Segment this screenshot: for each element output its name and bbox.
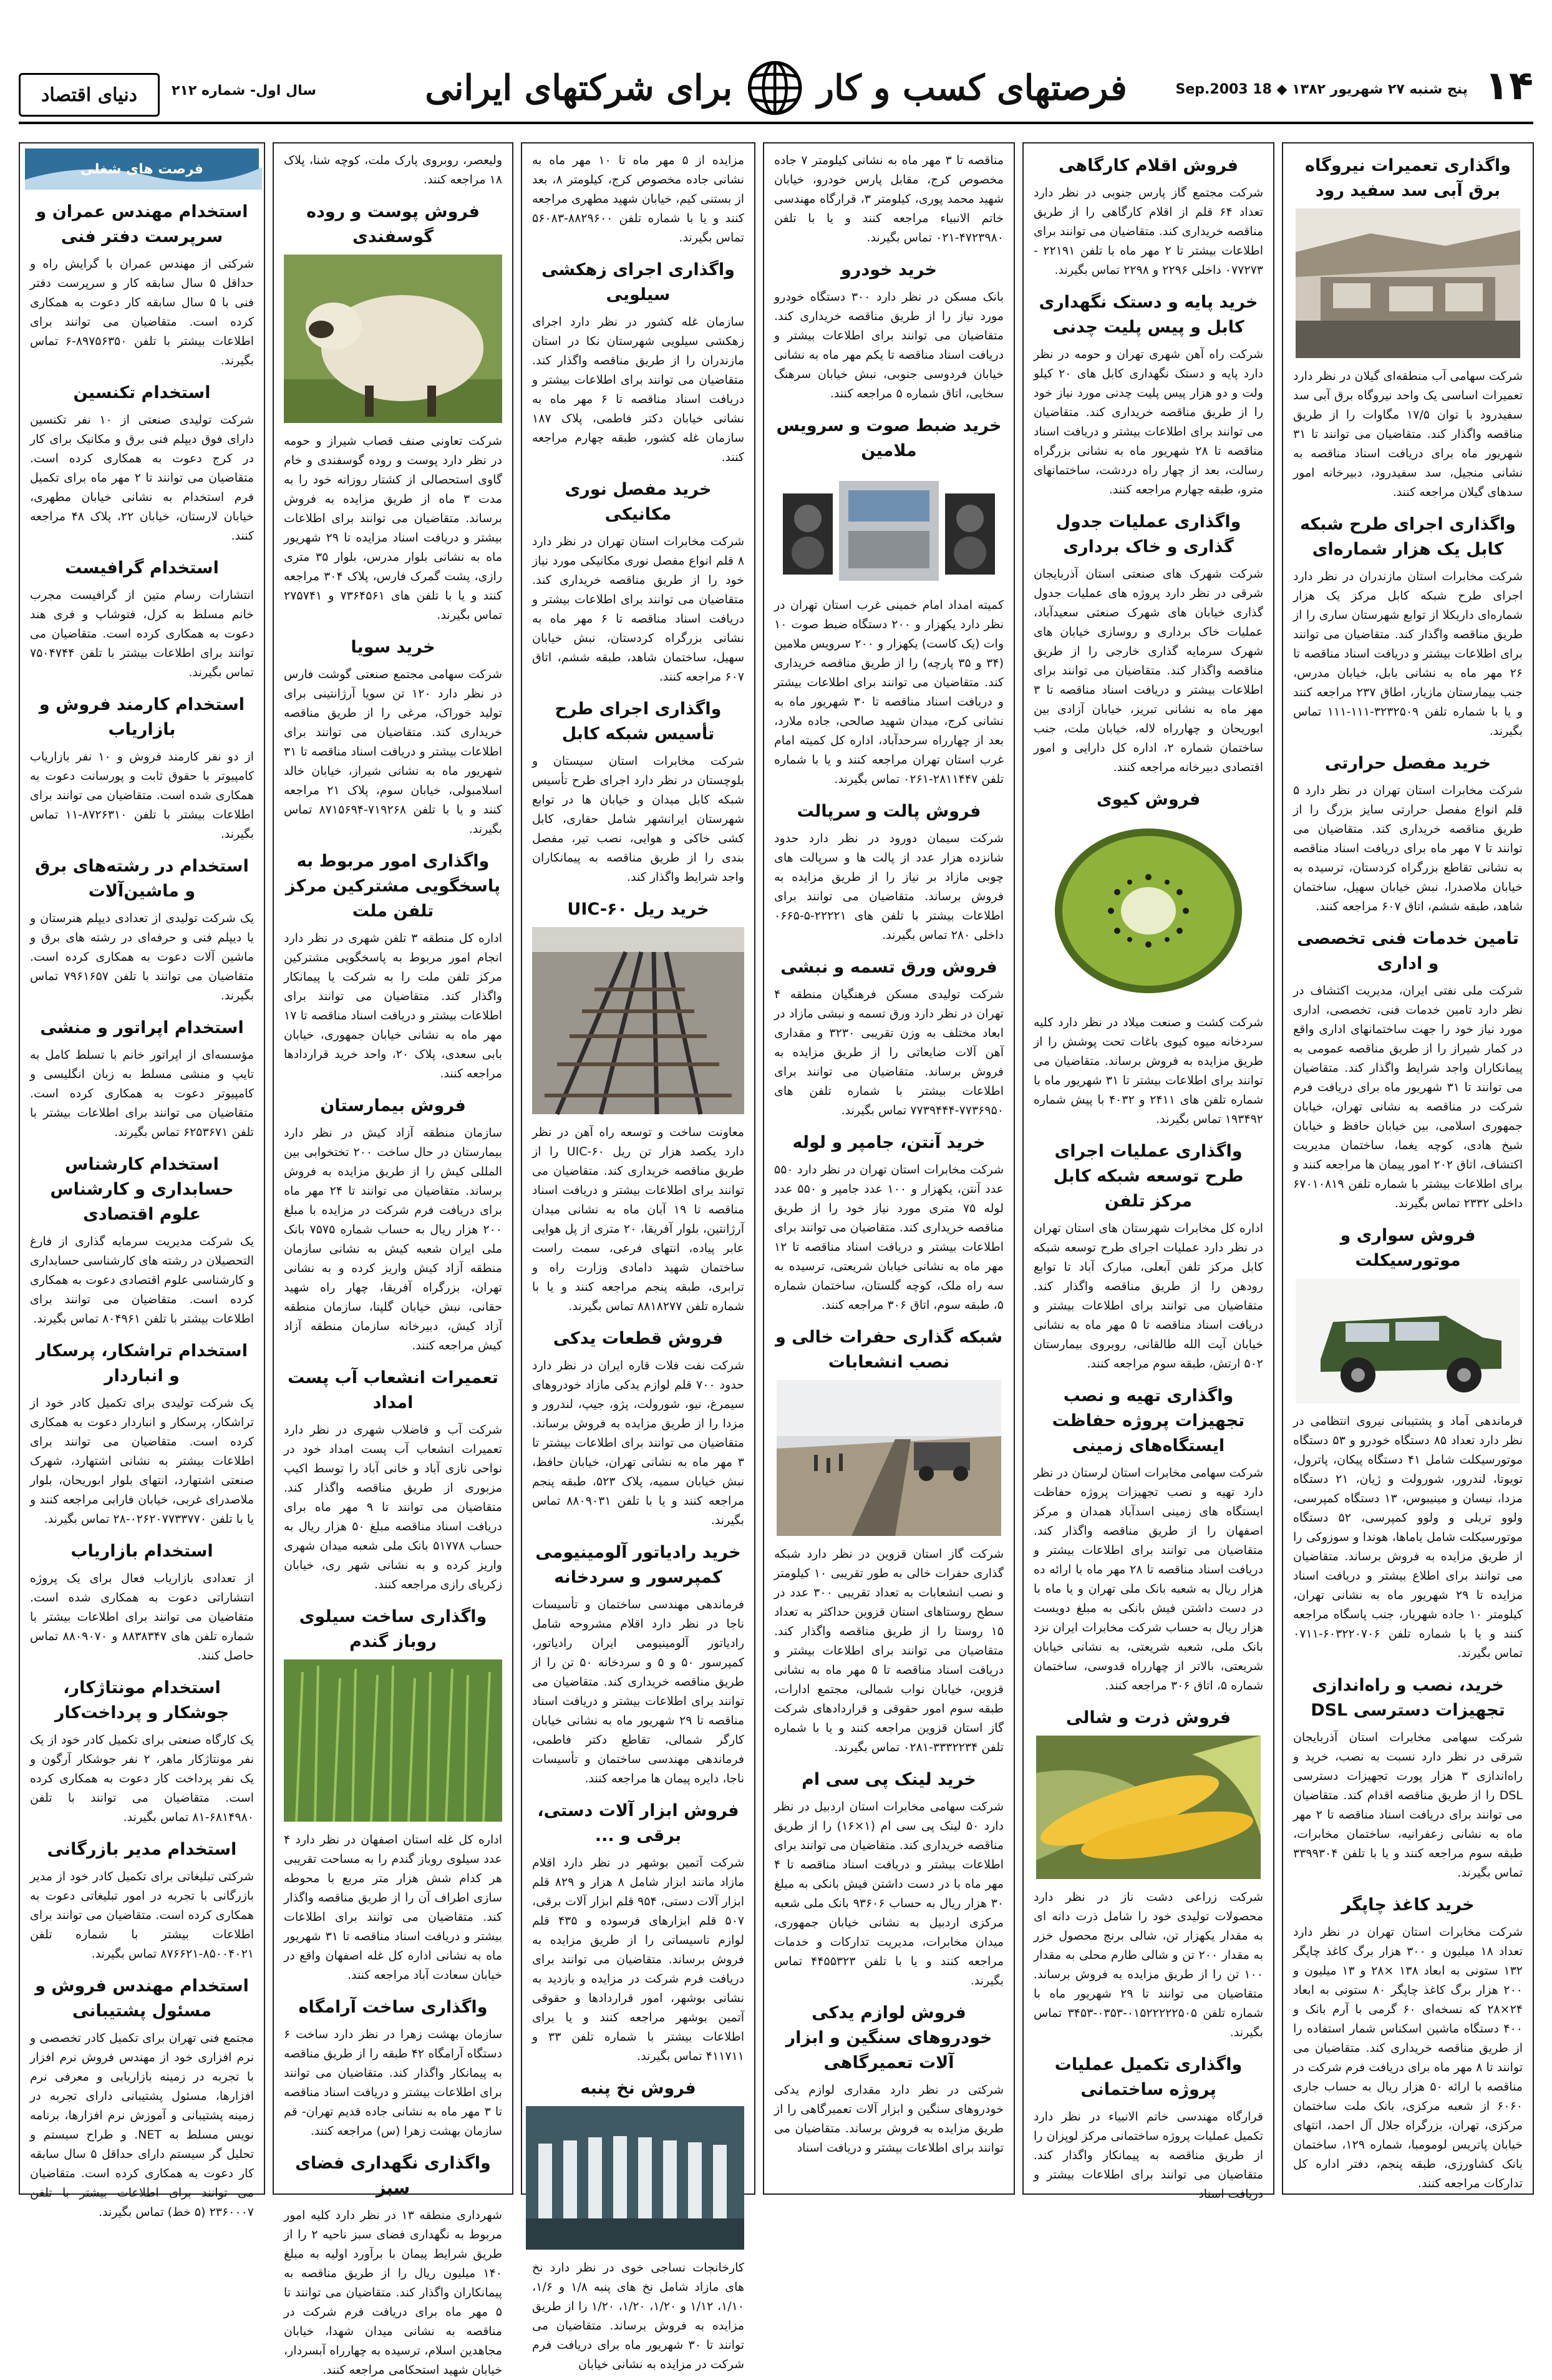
article-body: شرکت سهامی مخابرات استان اردبیل در نظر دارد ۵۰ لینک پی سی ام (۱×۱۶) را از طریق مناقصه خریداری کند. متقاضیان می توانند برای اطلاعات بیشتر و دریافت اسناد مناقصه تا ۴ مهر ماه با در دست داشتن فیش بانکی به مبلغ ۳۰ هزار ریال به حساب ۹۳۶۰۶ بانک ملی شعبه مرکزی اردبیل به نشانی خیابان جمهوری، میدان مخابرات، مدیریت تدارکات و خدمات مراجعه کنند و یا با تلفن ۴۴۵۵۳۲۳ تماس بگیرند.	[774, 1800, 1004, 1988]
article-title: فروش ورق تسمه و نبشی	[780, 958, 997, 977]
job-body: از تعدادی بازاریاب فعال برای یک پروژه انتشاراتی دعوت به همکاری شده است. متقاضیان می توانند برای اطلاعات بیشتر با شماره تلفن های ۸۸۳۸۳۴۷ و ۸۸۰۹۰۷۰ تماس حاصل کنند.	[30, 1571, 254, 1663]
job-title: استخدام تراشکار، پرسکار و انباردار	[36, 1341, 248, 1386]
article-body: شرکت نفت فلات قاره ایران در نظر دارد حدود ۷۰۰ قلم لوازم یدکی مازاد خودروهای سیمرغ، نیو، شورولت، پژو، جیپ، لندرور و مزدا را از طریق مزایده به فروش برساند. متقاضیان می توانند برای اطلاعات بیشتر تا ۳ مهر ماه به نشانی تهران، خیابان حافظ، نبش خیابان سمیه، پلاک ۵۲۳، طبقه پنجم مراجعه کنند و یا با تلفن ۸۸۰۹۰۳۱ تماس بگیرند.	[532, 1359, 745, 1527]
article-title: واگذاری ساخت آرامگاه	[298, 1998, 488, 2017]
jobs-banner-label: فرصت های شغلی	[80, 161, 203, 177]
article-body: شرکت آتمین بوشهر در نظر دارد اقلام مازاد مانند ابزار شامل ۸ هزار و ۸۲۹ قلم ابزار آلات دستی، ۹۵۴ قلم ابزار آلات برقی، ۵۰۷ قلم ابزارهای فرسوده و ۴۳۵ قلم لوازم تاسیساتی را از طریق مزایده به فروش برساند. متقاضیان می توانند برای دریافت فرم شرکت در مزایده و بازدید به نشانی بوشهر، امور قراردادها و حقوقی آتمین بوشهر مراجعه کنند و یا برای اطلاعات بیشتر با شماره تلفن ۳۳ و ۴۱۱۷۱۱ تماس بگیرند.	[532, 1856, 745, 2063]
job-listing	[30, 1152, 254, 1329]
article-body: شرکت آب و فاضلاب شهری در نظر دارد تعمیرات انشعاب آب پست امداد خود در نواحی نازی آباد و خانی آباد را توسط اکیپ مزبوری از طریق مناقصه واگذار کند. متقاضیان می توانند تا ۹ مهر ماه برای دریافت اسناد مناقصه مبلغ ۵۰ هزار ریال به حساب ۵۱۷۷۸ بانک ملی شعبه میدان شهری واریز کرده و به نشانی شهر ری، خیابان زکریای رازی مراجعه کنند.	[284, 1423, 502, 1591]
title-right: فرصتهای کسب و کار	[817, 67, 1127, 109]
article	[532, 1540, 744, 1789]
rails-photo	[532, 927, 744, 1114]
article-title: واگذاری عملیات جدول گذاری و خاک برداری	[1055, 512, 1241, 556]
job-body: شرکتی تبلیغاتی برای تکمیل کادر خود از مدیر بازرگانی با تجربه در امور تبلیغاتی دعوت به همکاری کرده است. متقاضیان می توانند برای اطلاعات بیشتر با شماره تلفن ۸۵۰۰۴۰۲۱-۸۷۶۶۲۱ تماس بگیرند.	[30, 1870, 254, 1961]
title-left: برای شرکتهای ایرانی	[425, 67, 733, 109]
article-body: فرماندهی مهندسی ساختمان و تأسیسات ناجا در نظر دارد اقلام مشروحه شامل رادیاتور آلومینیومی ایران رادیاتور، کمپرسور ۵۰ و ۵ و سردخانه ۵۰ تن را از طریق مناقصه خریداری کند. متقاضیان می توانند برای اطلاعات بیشتر و دریافت اسناد مناقصه تا ۲۹ شهریور ماه به نشانی خیابان کارگر شمالی، تقاطع دکتر فاطمی، فرماندهی مهندسی ساختمان و تأسیسات ناجا، دایره پیمان ها مراجعه کنند.	[532, 1598, 745, 1785]
article	[532, 258, 744, 467]
article	[774, 2001, 1004, 2158]
article	[1034, 1706, 1263, 2042]
job-body: از دو نفر کارمند فروش و ۱۰ نفر بازاریاب کامپیوتر با حقوق ثابت و پورسانت دعوت به همکاری شده است. متقاضیان می توانند برای اطلاعات بیشتر با تلفن ۸۷۲۶۳۱۰-۱۱ تماس بگیرند.	[30, 750, 255, 841]
article	[532, 697, 744, 887]
job-title: استخدام کارشناس حسابداری و کارشناس علوم اقتصادی	[50, 1155, 234, 1224]
article	[532, 477, 744, 687]
article-body: اداره کل غله استان اصفهان در نظر دارد ۴ عدد سیلوی روباز گندم را به مساحت تقریبی هر کدام شش هزار متر مربع با محوطه سازی اطراف آن را از طریق مناقصه واگذار کند. متقاضیان می توانند برای اطلاعات بیشتر و دریافت اسناد مناقصه تا ۳۱ شهریور ماه به نشانی اداره کل غله اصفهان واقع در خیابان سعادت آباد مراجعه کنند.	[284, 1833, 502, 1982]
article	[1034, 510, 1263, 777]
article-body: کارخانجات نساجی خوی در نظر دارد نخ های مازاد شامل نخ های پنبه ۱/۸ و ۱/۶، ۱/۱۰، ۱/۱۲ و ۱/۲۰، ۱/۲۰، ۱/۲۰ را از طریق مزایده به فروش برساند. متقاضیان می توانند تا ۳۰ شهریور ماه برای دریافت فرم شرکت در مزایده به نشانی خیابان	[532, 2261, 745, 2371]
excavation-photo	[777, 1380, 1001, 1536]
article	[1293, 512, 1523, 741]
article	[1293, 926, 1523, 1213]
article-body: شرکت سهامی مخابرات استان آذربایجان شرقی در نظر دارد نسبت به نصب، خرید و راه‌اندازی ۳ هزار پورت تجهیزات دسترسی DSL را از طریق مناقصه اقدام کند. متقاضیان می توانند برای دریافت اسناد مناقصه تا ۲ مهر ماه به نشانی زعفرانیه، ساختمان مخابرات، طبقه سوم مراجعه کنند و یا با تلفن ۳۳۹۹۳۰۴ تماس بگیرند.	[1293, 1731, 1523, 1880]
article-body: شرکت تعاونی صنف قصاب شیراز و حومه در نظر دارد پوست و روده گوسفندی و خام گاوی استحصالی از کشتار روزانه خود را به مدت ۳ ماه از طریق مزایده به فروش برساند. متقاضیان می توانند برای اطلاعات بیشتر و دریافت اسناد مزایده تا ۲۹ شهریور ماه به نشانی بلوار مدرس، بلوار ۳۵ متری رازی، پشت گمرک فارس، پلاک ۳۰۴ مراجعه کنند و یا با تلفن های ۷۳۶۴۵۶۱ و ۲۷۵۷۴۱ تماس بگیرند.	[284, 434, 503, 622]
article-title: خرید، نصب و راه‌اندازی تجهیزات دسترسی DSL	[1311, 1676, 1505, 1720]
article	[1293, 751, 1523, 916]
sheep-photo	[284, 255, 502, 423]
article	[1034, 1384, 1263, 1696]
column-3	[763, 142, 1015, 2195]
page-number: ۱۴	[1484, 63, 1533, 109]
job-title: استخدام در رشته‌های برق و ماشین‌آلات	[35, 857, 249, 901]
job-listing	[30, 1339, 254, 1529]
article-body: فرماندهی آماد و پشتیبانی نیروی انتظامی در نظر دارد تعداد ۸۵ دستگاه خودرو و ۵۳ دستگاه موتورسیکلت شامل ۴۱ دستگاه پیکان، پاترول، تویوتا، لندرور، شورولت و ژیان، ۲۱ دستگاه مزدا، نیسان و مینیبوس، ۱۳ دستگاه کمپرسی، ولوو تریلی و ولوو کمپرسی، ۵۲ دستگاه موتورسیکلت شامل یاماها، هوندا و سوزوکی را از طریق مزایده به فروش برساند. متقاضیان می توانند برای اطلاع بیشتر و دریافت اسناد مزایده تا ۲۹ شهریور ماه به نشانی تهران، کیلومتر ۱۰ جاده شهریار، جنب پاسگاه مراجعه کنند و یا با شماره تلفن ۶۰۳۲۲۰۷۰۶-۰۷۱۱ تماس بگیرند.	[1293, 1414, 1523, 1660]
article-body: شرکت مخابرات استان تهران در نظر دارد ۸ قلم انواع مفصل نوری مکانیکی مورد نیاز خود را از طریق مناقصه خریداری کند. متقاضیان می توانند برای اطلاعات بیشتر و دریافت اسناد مناقصه تا ۶ مهر ماه به نشانی بزرگراه کردستان، نبش خیابان سهیل، ساختمان شاهد، طبقه ششم، اتاق ۶۰۷ مراجعه کنند.	[532, 535, 744, 684]
corn-photo	[1036, 1736, 1261, 1879]
article-body: شرکت مخابرات استان تهران در نظر دارد تعداد ۱۸ میلیون و ۳۰۰ هزار برگ کاغذ چاپگر ۱۳۲ ستونی به ابعاد ۱۳۸ ×۲۸ و ۱۳ میلیون و ۲۰۰ هزار برگ کاغذ چاپگر ۸۰ ستونی به ابعاد ۲۴×۲۸ که نسخه‌ای ۶۰ گرمی با آرم بانک و ۴۰۰ دستگاه ماشین اسکناس شمار استفاده را از طریق مناقصه خریداری کند. متقاضیان می توانند تا ۸ مهر ماه برای دریافت فرم شرکت در مناقصه با ارائه ۵۰ هزار ریال به حساب جاری ۶۰۶۰ از شعبه مرکزی، بانک ملت ساختمان مرکزی، تهران، بزرگراه جلال آل احمد، انتهای خیابان پاتریس لومومبا، شماره ۱۲۹، ساختمان بانک کشاورزی، طبقه پنجم، دفتر اداره کل تدارکات مراجعه کنند.	[1293, 1925, 1523, 2190]
article-body: مناقصه تا ۳ مهر ماه به نشانی کیلومتر ۷ جاده مخصوص کرج، مقابل پارس خودرو، خیابان شهید محمد پوری، کیلومتر ۳، قرارگاه مهندسی خاتم الانبیاء مراجعه کنند و یا با تلفن ۴۷۲۳۹۸۰-۰۲۱ تماس بگیرند.	[774, 153, 1004, 245]
article-title: واگذاری نگهداری فضای سبز	[295, 2154, 491, 2198]
page-title	[425, 59, 1127, 117]
article	[1293, 153, 1523, 502]
column-1	[1282, 142, 1534, 2195]
job-listing	[30, 854, 254, 1006]
article	[532, 897, 744, 1316]
article	[284, 849, 502, 1084]
job-body: یک شرکت تولیدی از تعدادی دیپلم هنرستان و یا دیپلم فنی و حرفه‌ای در رشته های برق و ماشین آلات دعوت به همکاری کرده است. متقاضیان می توانند با تلفن ۷۹۶۱۶۵۷ تماس بگیرند.	[30, 911, 254, 1003]
job-body: شرکت تولیدی صنعتی از ۱۰ نفر تکنسین دارای فوق دیپلم فنی برق و مکانیک برای کار در کرج دعوت به همکاری کرده است. متقاضیان می توانند تا ۲ مهر ماه برای تکمیل فرم استخدام به نشانی خیابان مطهری، خیابان لارستان، خیابان ۲۲، پلاک ۴۸ مراجعه کنند.	[30, 413, 255, 543]
article-title: فروش ابزار آلات دستی، برقی و ...	[537, 1801, 739, 1845]
article-body: شرکتی در نظر دارد مقداری لوازم یدکی خودروهای سنگین و ابزار آلات تعمیرگاهی را از طریق مزایده به فروش برساند. متقاضیان می توانند برای اطلاعات بیشتر و دریافت اسناد	[774, 2083, 1004, 2155]
article-title: خرید سویا	[351, 638, 435, 657]
article-title: واگذاری امور مربوط به پاسخگویی مشترکین مرکز تلفن ملت	[285, 852, 501, 921]
article	[774, 414, 1004, 789]
article	[1034, 787, 1263, 1129]
article-title: فروش کیوی	[1096, 790, 1201, 809]
article-body: اداره کل منطقه ۳ تلفن شهری در نظر دارد انجام امور مربوط به پاسخگویی مشترکین مرکز تلفن ملت را به شرکت یا پیمانکار واگذار کند. متقاضیان می توانند برای اطلاعات بیشتر و دریافت اسناد مناقصه تا ۱۷ مهر ماه به نشانی خیابان جمهوری، خیابان بابی سعدی، پلاک ۲۰، واحد خرید قراردادها مراجعه کنند.	[284, 931, 502, 1081]
article-body: سازمان غله کشور در نظر دارد اجرای زهکشی سیلویی شهرستان نکا در استان مازندران را از طریق مناقصه واگذار کند. متقاضیان می توانند برای اطلاعات بیشتر و دریافت اسناد مناقصه تا ۶ مهر ماه به نشانی خیابان دکتر فاطمی، پلاک ۱۸۷ سازمان غله کشور، طبقه چهارم مراجعه کنند.	[532, 315, 744, 464]
article-title: فروش قطعات یدکی	[553, 1329, 724, 1348]
job-title: استخدام مهندس عمران و سرپرست دفتر فنی	[36, 202, 248, 246]
article-title: فروش اقلام کارگاهی	[1059, 156, 1238, 175]
article-title: خرید مفصل نوری مکانیکی	[565, 480, 712, 524]
article-title: خرید لینک پی سی ام	[802, 1770, 976, 1789]
article	[284, 200, 502, 625]
article-body: ولیعصر، روبروی پارک ملت، کوچه شنا، پلاک ۱۸ مراجعه کنند.	[284, 153, 502, 187]
article-body: شرکت زراعی دشت ناز در نظر دارد محصولات تولیدی خود را شامل ذرت دانه ای به مقدار یکهزار تن، شالی برنج محصول خزر به مقدار ۲۰۰ تن و شالی طارم محلی به مقدار ۱۰۰ تن را از طریق مزایده به فروش برساند. متقاضیان می توانند تا ۲۹ شهریور ماه با شماره تلفن ۰۱۵۲۲۲۲۲۵۰۵-۰۳۵۳-۳۴۵۳ تماس بگیرند.	[1034, 1890, 1263, 2039]
job-listing	[30, 1676, 254, 1827]
article-title: خرید پایه و دستک نگهداری کابل و پیس پلیت چدنی	[1039, 293, 1258, 337]
article	[284, 1995, 502, 2141]
job-listing	[30, 1974, 254, 2222]
article-title: فروش سواری و موتورسیکلت	[1340, 1226, 1476, 1270]
article	[532, 2076, 744, 2374]
article	[284, 1094, 502, 1356]
article-body: شرکت مخابرات استان سیستان و بلوچستان در نظر دارد اجرای طرح تأسیس شبکه کابل میدان و خیابان ها در توابع شهرستان ایرانشهر شامل حفاری، کابل کشی خاکی و هوایی، نصب تیر، مفصل بندی را از طریق مناقصه به پیمانکاران واجد شرایط واگذار کند.	[532, 754, 744, 884]
article-title: واگذاری عملیات اجرای طرح توسعه شبکه کابل مرکز تلفن	[1053, 1142, 1244, 1211]
job-body: یک شرکت مدیریت سرمایه گذاری از فارغ التحصیلان در رشته های کارشناسی حسابداری و کارشناسی علوم اقتصادی دعوت به همکاری کرده است. متقاضیان می توانند برای اطلاعات بیشتر با تلفن ۸۰۴۹۶۱ تماس بگیرند.	[30, 1235, 254, 1326]
article-body: سازمان بهشت زهرا در نظر دارد ساخت ۶ دستگاه آرامگاه ۴۲ طبقه را از طریق مناقصه به پیمانکار واگذار کند. متقاضیان می توانند برای اطلاعات بیشتر و دریافت اسناد مناقصه تا ۳ مهر ماه به نشانی جاده قدیم تهران- قم سازمان بهشت زهرا (س) مراجعه کنند.	[284, 2028, 503, 2138]
article-body: شرکت مخابرات استان مازندران در نظر دارد اجرای طرح شبکه کابل مرکز یک هزار شماره‌ای داریکلا از توابع شهرستان ساری را از طریق مناقصه واگذار کند. متقاضیان می توانند برای اطلاعات بیشتر و دریافت اسناد مناقصه تا ۲۶ مهر ماه به نشانی بابل، خیابان مدرس، جنب بیمارستان مازیار، اطاق ۲۳۷ مراجعه کنند و یا با شماره تلفن ۳۲۳۲۵۰۹-۱۱۱-۱۱۱ تماس بگیرند.	[1293, 570, 1523, 738]
job-listing	[30, 556, 254, 682]
article-body: شرکت راه آهن شهری تهران و حومه در نظر دارد پایه و دستک نگهداری کابل های ۲۰ کیلو ولت و دو هزار پیس پلیت چدنی مورد نیاز خود را از طریق مناقصه خریداری کند. متقاضیان می توانند برای اطلاعات بیشتر و دریافت اسناد مناقصه تا ۲۸ شهریور ماه به نشانی بزرگراه رسالت، بعد از چهار راه دردشت، ساختمانهای مترو، طبقه چهارم مراجعه کنند.	[1034, 347, 1263, 497]
article-body: شرکت سیمان دورود در نظر دارد حدود شانزده هزار عدد از پالت ها و سرپالت های چوبی مازاد بر نیاز را از طریق مزایده به فروش برساند. متقاضیان می توانند برای اطلاعات بیشتر با تلفن های ۲۲۲۲۱-۵-۰۶۶۵ داخلی ۲۸۰ تماس بگیرند.	[774, 832, 1004, 942]
column-5	[273, 142, 513, 2377]
yarn-photo	[526, 2106, 744, 2250]
job-listing	[30, 200, 254, 371]
article	[774, 799, 1004, 945]
article-title: تعمیرات انشعاب آب پست امداد	[288, 1368, 498, 1412]
masthead	[19, 59, 1533, 124]
jeep-photo	[1296, 1278, 1520, 1403]
article-body: معاونت ساخت و توسعه راه آهن در نظر دارد یکصد هزار تن ریل UIC-۶۰ را از طریق مناقصه خریداری کند. متقاضیان می توانند برای اطلاعات بیشتر و دریافت اسناد مناقصه تا ۱۹ آبان ماه به نشانی میدان آرژانتین، بلوار آفریقا، ۲۰ متری از پل هوایی عابر پیاده، انتهای فرعی، سمت راست ساختمان شهید دامادی وزارت راه و ترابری، طبقه پنجم مراجعه کنند و یا با شماره تلفن ۸۸۱۸۲۷۷ تماس بگیرند.	[532, 1125, 745, 1313]
article-title: واگذاری اجرای طرح شبکه کابل یک هزار شماره‌ای	[1300, 515, 1516, 559]
column-2	[1022, 142, 1274, 2201]
article	[284, 151, 502, 190]
job-body: یک کارگاه صنعتی برای تکمیل کادر خود از یک نفر مونتاژکار ماهر، ۲ نفر جوشکار آرگون و یک نفر پرداخت کار دعوت به همکاری کرده است. متقاضیان می توانند با تلفن ۶۸۱۴۹۸۰-۸۱ تماس بگیرند.	[30, 1733, 255, 1824]
article	[774, 955, 1004, 1120]
article-title: تامین خدمات فنی تخصصی و اداری	[1297, 929, 1519, 973]
article-body: شرکت ملی نفتی ایران، مدیریت اکتشاف در نظر دارد تامین خدمات فنی، تخصصی، اداری مورد نیاز خود را جهت ساختمانهای اداری واقع در کمار شیراز را از طریق مناقصه عمومی به پیمانکاران واجد شرایط واگذار کند. متقاضیان می توانند تا ۳۱ شهریور ماه برای دریافت فرم شرکت در مناقصه به نشانی تهران، خیابان جمهوری اسلامی، بین خیابان حافظ و خیابان شیخ هادی، کوچه یغما، ساختمان مدیریت اکتشاف، اتاق ۲۰۲ امور پیمان ها مراجعه کنند و برای اطلاعات بیشتر با شماره تلفن ۶۷۰۱۰۸۱۹ داخلی ۲۳۳۲ تماس بگیرند.	[1293, 984, 1523, 1210]
article-title: خرید رادیاتور آلومینیومی کمپرسور و سردخانه	[535, 1543, 741, 1587]
article-body: شرکت گاز استان قزوین در نظر دارد شبکه گذاری حفرات خالی به طور تقریبی ۱۰ کیلومتر و نصب انشعابات به تعداد تقریبی ۳۰۰ عدد در سطح روستاهای استان قزوین حداکثر به تعداد ۱۵ روستا را از طریق مناقصه واگذار کند. متقاضیان می توانند برای اطلاعات بیشتر و دریافت اسناد مناقصه تا ۵ مهر ماه به نشانی قزوین، خیابان نواب شمالی، مجتمع ادارات، طبقه سوم امور حقوقی و قراردادهای شرکت گاز استان قزوین مراجعه کنند و یا با شماره تلفن ۳۳۳۲۲۳۴-۰۲۸۱ تماس بگیرند.	[774, 1547, 1004, 1754]
article-title: واگذاری اجرای طرح تأسیس شبکه کابل	[555, 699, 722, 744]
article-body: شرکت کشت و صنعت میلاد در نظر دارد کلیه سردخانه میوه کیوی باغات تحت پوشش را از طریق مزایده به فروش برساند. متقاضیان می توانند برای اطلاعات بیشتر تا ۳۱ شهریور ماه با شماره تلفن های ۲۴۱۱ و ۴۰۳۲ با پیش شماره ۱۹۳۴۹۲ تماس بگیرند.	[1034, 1016, 1263, 1126]
article	[532, 1799, 744, 2066]
article-body: شهرداری منطقه ۱۳ در نظر دارد کلیه امور مربوط به نگهداری فضای سبز ناحیه ۲ را از طریق شرایط پیمان با برآورد اولیه به مبلغ ۱۴۰ میلیون ریال را از طریق مناقصه به پیمانکاران واگذار کند. متقاضیان می توانند تا ۵ مهر ماه برای دریافت فرم شرکت در مناقصه به نشانی میدان شهدا، خیابان مجاهدین اسلام، ترسیده به چهارراه آبسردار، خیابان شهید استحکامی مراجعه کنند.	[284, 2208, 502, 2377]
article	[774, 258, 1004, 404]
kiwi-photo	[1042, 817, 1254, 1004]
article	[774, 1130, 1004, 1315]
article-title: شبکه گذاری حفرات خالی و نصب انشعابات	[775, 1328, 1002, 1372]
article-body: کمیته امداد امام خمینی غرب استان تهران در نظر دارد یکهزار و ۲۰۰ دستگاه ضبط صوت ۱۰ وات (یک کاست) یکهزار و ۲۰۰ سرویس ملامین (۳۴ و ۳۵ پارچه) را از طریق مناقصه خریداری کند. متقاضیان می توانند برای اطلاعات بیشتر و دریافت اسناد مناقصه تا ۳۰ شهریور ماه به نشانی کرج، میدان شهید صالحی، جاده ملارد، بعد از چهارراه سرحدآباد، اداره کل کمیته امام غرب استان تهران مراجعه کنند و یا با شماره تلفن ۲۸۱۱۴۴۷-۰۲۶۱ تماس بگیرند.	[774, 598, 1004, 786]
job-body: مجتمع فنی تهران برای تکمیل کادر تخصصی و نرم افزاری خود از مهندس فروش نرم افزار با تجربه در زمینه بازاریابی و معرفی نرم افزارها، مسئول پشتیبانی دارای تجربه در زمینه پشتیبانی و آموزش نرم افزارها، برنامه نویس مسلط به NET. و طراح سیستم و تحلیل گر سیستم دارای حداقل ۵ سال سابقه کار دعوت به همکاری کرده است. متقاضیان می توانند برای اطلاعات بیشتر با تلفن ۲۳۶۰۰۰۷ (۵ خط) تماس بگیرند.	[30, 2031, 254, 2219]
article-body: شرکت مجتمع گاز پارس جنوبی در نظر دارد تعداد ۶۴ قلم از اقلام کارگاهی را از طریق مناقصه خریداری کند. متقاضیان می توانند برای اطلاعات بیشتر تا ۲ مهر ماه با تلفن ۲۲۱۹۱ - ۰۷۷۲۷۳ داخلی ۲۲۹۶ و ۲۲۹۸ تماس بگیرند.	[1034, 186, 1263, 277]
article	[1034, 290, 1263, 500]
article-title: فروش ذرت و شالی	[1065, 1708, 1231, 1727]
article-title: واگذاری تهیه و نصب تجهیزات پروژه حفاظت ایستگاه‌های زمینی	[1052, 1386, 1245, 1455]
publication-date: پنج شنبه ۲۷ شهریور ۱۳۸۲ ◆ 18 Sep.2003	[1175, 82, 1468, 97]
issue-number: سال اول- شماره ۲۱۲	[172, 83, 316, 99]
article-title: خرید مفصل حرارتی	[1324, 754, 1491, 773]
job-listing	[30, 381, 254, 546]
column-4	[521, 142, 755, 2371]
article-body: بانک مسکن در نظر دارد ۳۰۰ دستگاه خودرو مورد نیاز را از طریق مناقصه خریداری کند. متقاضیان می توانند برای اطلاعات بیشتر و دریافت اسناد مناقصه تا یکم مهر ماه به نشانی خیابان فردوسی جنوبی، نبش خیابان سرهنگ سخایی، اتاق شماره ۵ مراجعه کنند.	[774, 290, 1004, 401]
job-title: استخدام گرافیست	[65, 558, 219, 578]
newspaper-logo: دنیای اقتصاد	[19, 73, 160, 117]
column-6-jobs	[19, 142, 265, 2219]
job-body: یک شرکت تولیدی برای تکمیل کادر خود از تراشکار، پرسکار و انباردار دعوت به همکاری کرده است. متقاضیان می توانند برای اطلاعات بیشتر به نشانی اشتهارد، شهرک صنعتی اشتهارد، انتهای بلوار ابوریحان، بلوار ملاصدرای غربی، خیابان فارابی مراجعه کنند و یا با تلفن ۰۲۶۲۰۷۷۳۳۷۷۰-۲۸ تماس بگیرند.	[30, 1396, 254, 1526]
article-body: شرکت مخابرات استان تهران در نظر دارد ۵۵۰ عدد آنتن، یکهزار و ۱۰۰ عدد جامپر و ۵۵۰ عدد لوله ۷۵ متری مورد نیاز خود را از طریق مناقصه خریداری کند. متقاضیان می توانند برای اطلاعات بیشتر و دریافت اسناد مناقصه تا ۱۲ مهر ماه به نشانی خیابان شریعتی، ترسیده به سه راه ملک، کوچه گلستان، ساختمان شماره ۵، طبقه سوم، اتاق ۳۰۶ مراجعه کنند.	[774, 1163, 1004, 1312]
article	[284, 1605, 502, 1985]
article	[1034, 2052, 1263, 2204]
article	[1293, 1673, 1523, 1883]
job-body: شرکتی از مهندس عمران با گرایش راه و حداقل ۵ سال سابقه کار و سرپرست دفتر فنی با ۵ سال سابقه کار دعوت به همکاری کرده است. متقاضیان می توانند برای اطلاعات بیشتر با تلفن ۸۹۷۵۶۳۵۰-۶ تماس بگیرند.	[30, 257, 255, 367]
article	[532, 1326, 744, 1530]
article-body: اداره کل مخابرات شهرستان های استان تهران در نظر دارد عملیات اجرای طرح توسعه شبکه کابل مرکز تلفن آبعلی، مبارک آباد تا توابع رودهن را از طریق مناقصه واگذار کند. متقاضیان می توانند برای اطلاعات بیشتر و دریافت اسناد مناقصه تا ۵ مهر ماه به نشانی خیابان آیت الله طالقانی، روبروی بیمارستان ۵۰۲ ارتش، طبقه سوم مراجعه کنند.	[1034, 1222, 1263, 1371]
article	[1293, 1893, 1523, 2193]
dam-photo	[1296, 208, 1520, 358]
article-body: قرارگاه مهندسی خاتم الانبیاء در نظر دارد تکمیل عملیات پروژه ساختمانی مرکز لوپزان را از طریق مناقصه به پیمانکار واگذار کند. متقاضیان می توانند برای اطلاعات بیشتر و دریافت اسناد	[1034, 2110, 1263, 2201]
article	[284, 1366, 502, 1595]
article-title: فروش بیمارستان	[320, 1096, 466, 1115]
job-title: استخدام اپراتور و منشی	[40, 1018, 244, 1037]
article-body: شرکت سهامی آب منطقه‌ای گیلان در نظر دارد تعمیرات اساسی یک واحد نیروگاه برق آبی سد سفیدرود با توان ۱۷/۵ مگاوات را از طریق مناقصه واگذار کند. متقاضیان می توانند تا ۳۱ شهریور ماه برای دریافت اسناد مناقصه به نشانی منجیل، سد سفیدرود، دبیرخانه امور سدهای گیلان مراجعه کنند.	[1293, 369, 1523, 499]
job-listing	[30, 1539, 254, 1666]
job-title: استخدام مهندس فروش و مسئول پشتیبانی	[35, 1976, 249, 2021]
article	[774, 1325, 1004, 1757]
article-title: فروش لوازم یدکی خودروهای سنگین و ابزار آلات تعمیرگاهی	[785, 2003, 992, 2072]
article	[774, 151, 1004, 248]
job-listing	[30, 692, 254, 844]
article-body: شرکت مخابرات استان تهران در نظر دارد ۵ قلم انواع مفصل حرارتی سایز بزرگ را از طریق مناقصه خریداری کند. متقاضیان می توانند تا ۷ مهر ماه برای دریافت اسناد مناقصه به نشانی تقاطع بزرگراه کردستان، ترسیده به خیابان ملاصدرا، نبش خیابان سهیل، ساختمان شاهد، طبقه ششم، اتاق ۶۰۷ مراجعه کنند.	[1293, 784, 1523, 913]
wheat-photo	[284, 1659, 502, 1822]
article-title: واگذاری تکمیل عملیات پروژه ساختمانی	[1054, 2055, 1243, 2099]
globe-icon	[746, 59, 803, 117]
article-title: فروش پوست و روده گوسفندی	[306, 202, 480, 246]
job-body: مؤسسه‌ای از اپراتور خانم با تسلط کامل به تایپ و منشی مسلط به زبان انگلیسی و کامپیوتر دعوت به همکاری کرده است. متقاضیان می توانند برای اطلاعات بیشتر با تلفن ۶۲۵۳۶۷۱ تماس بگیرند.	[30, 1048, 254, 1139]
article	[774, 1767, 1004, 1991]
job-body: انتشارات رسام متین از گرافیست مجرب خانم مسلط به کرل، فتوشاپ و فری هند دعوت به همکاری کرده است. متقاضیان می توانند برای اطلاعات بیشتر با تلفن ۷۵۰۴۷۴۴ تماس بگیرند.	[30, 588, 254, 679]
job-listing	[30, 1016, 254, 1142]
article-title: خرید ضبط صوت و سرویس ملامین	[776, 416, 1002, 460]
article-body: مزایده از ۵ مهر ماه تا ۱۰ مهر ماه به نشانی جاده مخصوص کرج، کیلومتر ۸، بعد از بستنی کیم، خیابان شهید مطهری مراجعه کنند و یا با شماره تلفن ۸۸۲۹۶۰۰-۵۶۰۸۳ تماس بگیرند.	[532, 153, 744, 245]
article-title: فروش پالت و سرپالت	[797, 802, 981, 821]
job-title: استخدام مدیر بازرگانی	[47, 1840, 237, 1859]
job-title: استخدام کارمند فروش و بازاریاب	[39, 695, 245, 739]
stereo-photo	[777, 469, 1001, 587]
article	[532, 151, 744, 248]
article-title: خرید ریل UIC-۶۰	[567, 900, 709, 919]
article-body: شرکت شهرک های صنعتی استان آذربایجان شرقی در نظر دارد پروژه های عملیات جدول گذاری خیابان های شهرک صنعتی سعیدآباد، عملیات خاک برداری و روسازی خیابان های شهرک سرمایه گذاری خارجی را از طریق مناقصه واگذار کند. متقاضیان می توانند برای اطلاعات بیشتر و دریافت اسناد مناقصه تا ۳ مهر ماه به نشانی تبریز، خیابان آزادی بین ابوریحان و چهارراه لاله، خیابان ملت، جنب ساختمان شماره ۲، اداره کل دارایی و امور اقتصادی دبیرخانه مراجعه کنند.	[1034, 567, 1263, 774]
article	[1293, 1223, 1523, 1663]
article-title: خرید خودرو	[841, 260, 937, 279]
article-title: خرید آنتن، جامپر و لوله	[792, 1133, 986, 1152]
article-title: خرید کاغذ چاپگر	[1341, 1895, 1475, 1915]
job-title: استخدام تکنسین	[73, 383, 211, 402]
article-body: شرکت سهامی مجتمع صنعتی گوشت فارس در نظر دارد ۱۲۰ تن سویا آرژانتینی برای تولید خوراک، مرغی را از طریق مناقصه خریداری کند. متقاضیان می توانند برای اطلاعات بیشتر و دریافت اسناد مناقصه تا ۳۱ شهریور ماه به نشانی شیراز، خیابان خالد اسلامبولی، خیابان سوم، پلاک ۲۱ مراجعه کنند و یا با تلفن ۷۱۹۲۶۸-۸۷۱۵۶۹۴ تماس بگیرند.	[284, 668, 502, 836]
job-listing	[30, 1837, 254, 1964]
jobs-banner	[25, 148, 259, 190]
article-title: واگذاری تعمیرات نیروگاه برق آبی سد سفید رود	[1305, 156, 1511, 200]
article-title: واگذاری اجرای زهکشی سیلویی	[541, 260, 735, 304]
article	[1034, 1139, 1263, 1374]
article	[284, 635, 502, 839]
article	[1034, 153, 1263, 280]
article-body: شرکت تولیدی مسکن فرهنگیان منطقه ۴ تهران در نظر دارد ورق تسمه و نبشی مازاد در ابعاد مختلف به وزن تقریبی ۳۲۳۰ و مقداری آهن آلات ضایعاتی را از طریق مزایده به فروش برساند. متقاضیان می توانند برای اطلاعات بیشتر با شماره تلفن های ۷۷۳۶۹۵۰-۷۷۳۹۴۴۴ تماس بگیرند.	[774, 988, 1004, 1117]
article-title: واگذاری ساخت سیلوی روباز گندم	[299, 1607, 487, 1651]
article-body: شرکت سهامی مخابرات استان لرستان در نظر دارد تهیه و نصب تجهیزات پروژه حفاظت ایستگاه های زمینی اسدآباد همدان و مرکز اصفهان را از طریق مناقصه واگذار کند. متقاضیان می توانند برای اطلاعات بیشتر و دریافت اسناد مناقصه تا ۲۸ مهر ماه با ارائه ده هزار ریال به شعبه بانک ملی تهران و یا ماه با در دست داشتن فیش بانکی به مبلغ دویست هزار ریال به حساب شرکت مخابرات ایران نزد بانک ملی، شعبه شریعتی، به نشانی خیابان شریعتی، بالاتر از چهارراه قدوسی، ساختمان شماره ۵، اتاق ۳۰۶ مراجعه کنند.	[1034, 1466, 1263, 1693]
article-body: سازمان منطقه آزاد کیش در نظر دارد بیمارستان در حال ساخت ۲۰۰ تختخوابی بین المللی کیش را از طریق مزایده به فروش برساند. متقاضیان می توانند تا ۲۴ مهر ماه برای دریافت فرم شرکت در مزایده با مبلغ ۲۰۰ هزار ریال به حساب شماره ۷۵۷۵ بانک ملی ایران شعبه کیش به نشانی سازمان منطقه آزاد کیش واریز کرده و به نشانی تهران، بزرگراه آفریقا، چهار راه شهید حقانی، نبش خیابان گلپنا، سازمان منطقه آزاد کیش، دبیرخانه سازمان منطقه آزاد کیش مراجعه کنند.	[284, 1126, 503, 1353]
article	[284, 2151, 502, 2380]
job-title: استخدام بازاریاب	[70, 1542, 213, 1561]
article-title: فروش نخ پنبه	[580, 2079, 696, 2098]
job-title: استخدام مونتاژکار، جوشکار و پرداخت‌کار	[54, 1678, 230, 1722]
